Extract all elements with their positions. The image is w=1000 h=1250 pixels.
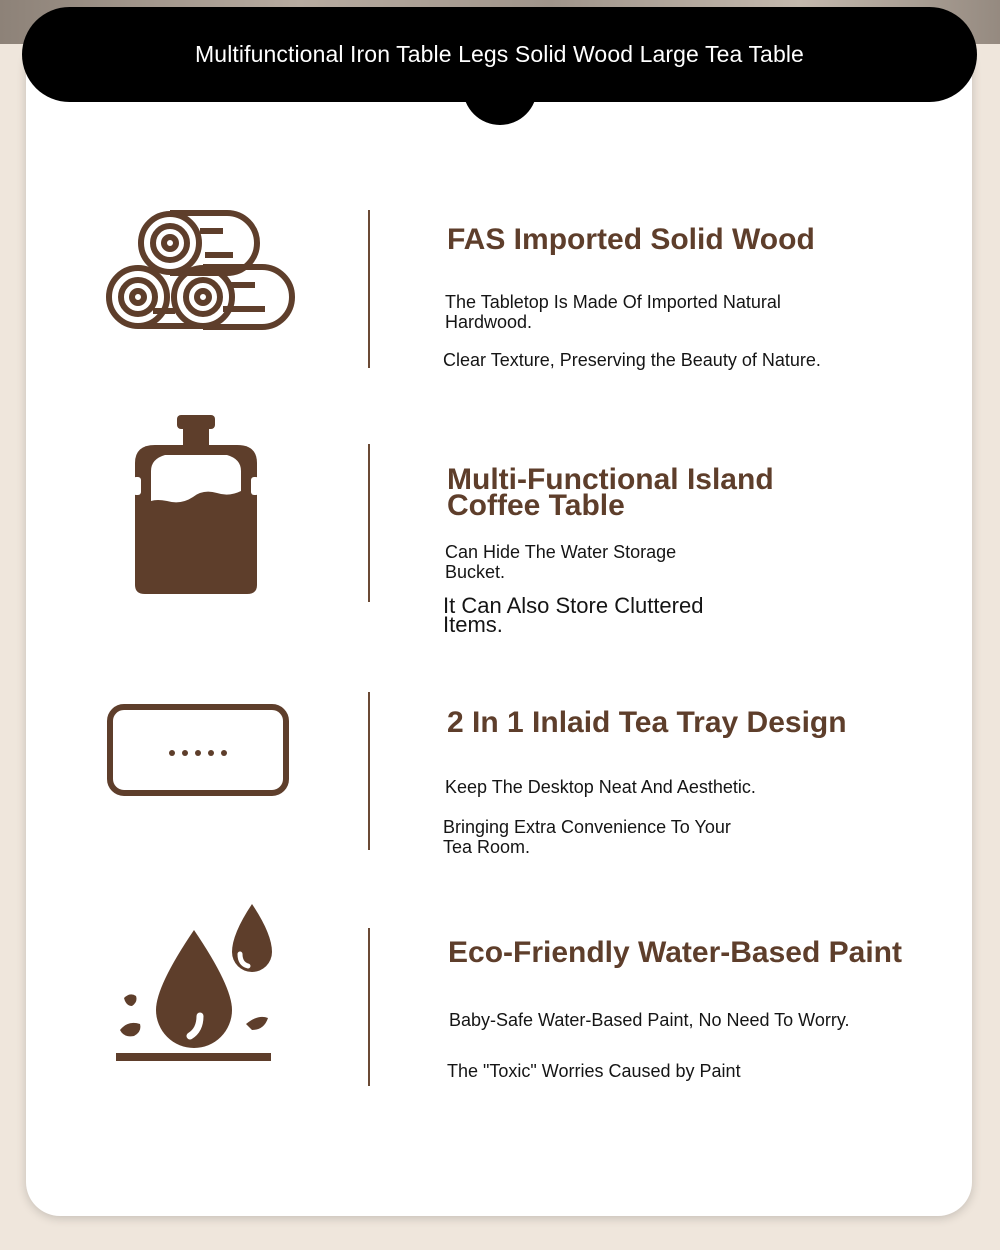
feature-title: Multi-Functional Island Coffee Table [447,463,774,522]
feature-line: Can Hide The Water Storage Bucket. [445,542,677,582]
feature-line: Bringing Extra Convenience To Your Tea Room. [443,817,731,857]
feature-divider [368,444,370,602]
feature-divider [368,928,370,1086]
feature-line: It Can Also Store Cluttered Items. [443,593,704,637]
tea-tray-icon [106,703,290,799]
feature-divider [368,210,370,368]
feature-title: Eco-Friendly Water-Based Paint [448,936,902,969]
feature-divider [368,692,370,850]
page-title: Multifunctional Iron Table Legs Solid Wood Large Tea Table [195,41,804,67]
feature-title: FAS Imported Solid Wood [447,223,815,256]
feature-title: 2 In 1 Inlaid Tea Tray Design [447,706,847,739]
feature-line: The Tabletop Is Made Of Imported Natural Hardwood. [445,292,781,332]
wood-logs-icon [105,205,295,335]
water-bucket-icon [133,415,259,597]
feature-line: The "Toxic" Worries Caused by Paint [447,1061,741,1081]
feature-line: Keep The Desktop Neat And Aesthetic. [445,777,756,797]
feature-line: Baby-Safe Water-Based Paint, No Need To Worry. [449,1010,850,1030]
water-drops-icon [114,902,276,1066]
feature-line: Clear Texture, Preserving the Beauty of Nature. [443,350,821,370]
